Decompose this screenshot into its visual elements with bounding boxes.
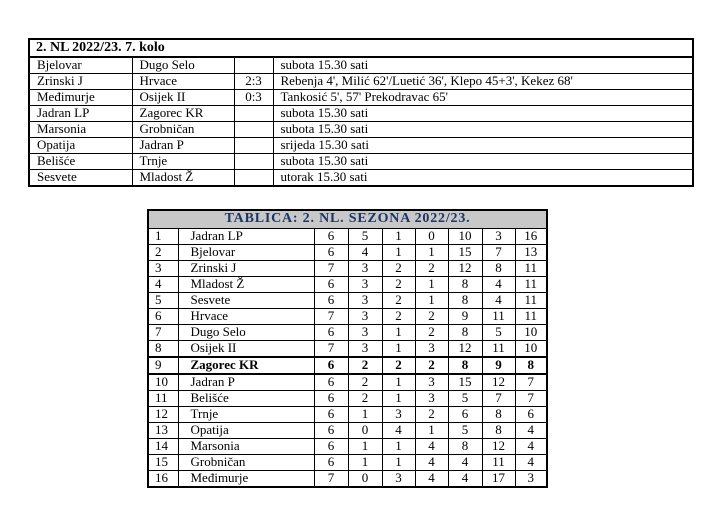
home-team-cell: Sesvete <box>29 170 132 187</box>
table-row <box>148 293 547 309</box>
table-row <box>148 245 547 261</box>
match-score-cell <box>234 138 273 154</box>
draws-cell: 1 <box>382 229 415 245</box>
match-score-cell <box>234 154 273 170</box>
goals-for-cell: 6 <box>448 407 482 423</box>
goals-against-cell: 7 <box>482 245 515 261</box>
table-row <box>29 138 693 154</box>
losses-cell: 3 <box>415 391 448 407</box>
goals-for-cell: 9 <box>448 309 482 325</box>
wins-cell: 2 <box>348 391 382 407</box>
losses-cell: 2 <box>415 261 448 277</box>
rank-cell: 1 <box>148 229 178 245</box>
table-row <box>29 106 693 122</box>
wins-cell: 3 <box>348 341 382 358</box>
goals-against-cell: 3 <box>482 229 515 245</box>
table-row <box>148 277 547 293</box>
losses-cell: 2 <box>415 309 448 325</box>
away-team-cell: Hrvace <box>132 74 234 90</box>
wins-cell: 1 <box>348 455 382 471</box>
points-cell: 13 <box>515 245 547 261</box>
standings-header-row <box>148 210 547 229</box>
table-row <box>29 170 693 187</box>
losses-cell: 1 <box>415 245 448 261</box>
draws-cell: 1 <box>382 341 415 358</box>
points-cell: 11 <box>515 293 547 309</box>
played-cell: 6 <box>314 439 348 455</box>
goals-against-cell: 11 <box>482 455 515 471</box>
points-cell: 11 <box>515 277 547 293</box>
rank-cell: 5 <box>148 293 178 309</box>
points-cell: 11 <box>515 261 547 277</box>
goals-against-cell: 4 <box>482 293 515 309</box>
match-score-cell: 2:3 <box>234 74 273 90</box>
team-name-cell: Bjelovar <box>178 245 314 261</box>
match-score-cell <box>234 57 273 74</box>
rank-cell: 3 <box>148 261 178 277</box>
table-row <box>148 261 547 277</box>
goals-against-cell: 7 <box>482 391 515 407</box>
goals-against-cell: 4 <box>482 277 515 293</box>
team-name-cell: Grobničan <box>178 455 314 471</box>
team-name-cell: Mladost Ž <box>178 277 314 293</box>
goals-for-cell: 4 <box>448 471 482 488</box>
table-row <box>148 407 547 423</box>
table-row <box>29 122 693 138</box>
table-row <box>148 455 547 471</box>
away-team-cell: Zagorec KR <box>132 106 234 122</box>
wins-cell: 1 <box>348 439 382 455</box>
goals-against-cell: 8 <box>482 261 515 277</box>
points-cell: 7 <box>515 391 547 407</box>
wins-cell: 3 <box>348 277 382 293</box>
played-cell: 7 <box>314 341 348 358</box>
draws-cell: 1 <box>382 455 415 471</box>
wins-cell: 2 <box>348 357 382 374</box>
played-cell: 7 <box>314 261 348 277</box>
wins-cell: 0 <box>348 423 382 439</box>
rank-cell: 10 <box>148 374 178 391</box>
match-info-cell: subota 15.30 sati <box>273 106 693 122</box>
played-cell: 7 <box>314 471 348 488</box>
goals-against-cell: 5 <box>482 325 515 341</box>
goals-for-cell: 5 <box>448 391 482 407</box>
wins-cell: 3 <box>348 325 382 341</box>
losses-cell: 2 <box>415 325 448 341</box>
wins-cell: 3 <box>348 309 382 325</box>
match-info-cell: srijeda 15.30 sati <box>273 138 693 154</box>
goals-for-cell: 8 <box>448 293 482 309</box>
points-cell: 8 <box>515 357 547 374</box>
match-score-cell <box>234 170 273 187</box>
points-cell: 3 <box>515 471 547 488</box>
rank-cell: 11 <box>148 391 178 407</box>
table-row <box>148 341 547 358</box>
goals-for-cell: 15 <box>448 245 482 261</box>
away-team-cell: Trnje <box>132 154 234 170</box>
played-cell: 7 <box>314 309 348 325</box>
table-row <box>29 154 693 170</box>
goals-for-cell: 10 <box>448 229 482 245</box>
team-name-cell: Marsonia <box>178 439 314 455</box>
home-team-cell: Bjelovar <box>29 57 132 74</box>
match-info-cell: utorak 15.30 sati <box>273 170 693 187</box>
losses-cell: 2 <box>415 407 448 423</box>
goals-against-cell: 9 <box>482 357 515 374</box>
table-row <box>29 90 693 106</box>
losses-cell: 3 <box>415 341 448 358</box>
goals-for-cell: 8 <box>448 325 482 341</box>
draws-cell: 1 <box>382 391 415 407</box>
away-team-cell: Jadran P <box>132 138 234 154</box>
points-cell: 11 <box>515 309 547 325</box>
rank-cell: 14 <box>148 439 178 455</box>
rank-cell: 6 <box>148 309 178 325</box>
draws-cell: 1 <box>382 439 415 455</box>
draws-cell: 3 <box>382 471 415 488</box>
table-row <box>148 325 547 341</box>
draws-cell: 2 <box>382 261 415 277</box>
draws-cell: 2 <box>382 309 415 325</box>
points-cell: 4 <box>515 439 547 455</box>
losses-cell: 0 <box>415 229 448 245</box>
draws-cell: 3 <box>382 407 415 423</box>
goals-against-cell: 8 <box>482 407 515 423</box>
played-cell: 6 <box>314 423 348 439</box>
losses-cell: 4 <box>415 455 448 471</box>
rank-cell: 8 <box>148 341 178 358</box>
match-score-cell <box>234 122 273 138</box>
points-cell: 10 <box>515 341 547 358</box>
team-name-cell: Hrvace <box>178 309 314 325</box>
goals-for-cell: 8 <box>448 357 482 374</box>
rank-cell: 9 <box>148 357 178 374</box>
rank-cell: 2 <box>148 245 178 261</box>
standings-body <box>148 229 547 488</box>
home-team-cell: Belišće <box>29 154 132 170</box>
draws-cell: 1 <box>382 325 415 341</box>
points-cell: 7 <box>515 374 547 391</box>
table-row <box>148 229 547 245</box>
team-name-cell: Zagorec KR <box>178 357 314 374</box>
team-name-cell: Trnje <box>178 407 314 423</box>
played-cell: 6 <box>314 245 348 261</box>
goals-for-cell: 12 <box>448 261 482 277</box>
team-name-cell: Međimurje <box>178 471 314 488</box>
home-team-cell: Zrinski J <box>29 74 132 90</box>
table-row <box>29 57 693 74</box>
fixtures-body <box>29 57 693 186</box>
rank-cell: 12 <box>148 407 178 423</box>
standings-table <box>147 209 548 488</box>
table-row <box>148 423 547 439</box>
goals-against-cell: 11 <box>482 341 515 358</box>
table-row <box>148 439 547 455</box>
goals-for-cell: 15 <box>448 374 482 391</box>
team-name-cell: Jadran LP <box>178 229 314 245</box>
away-team-cell: Mladost Ž <box>132 170 234 187</box>
draws-cell: 2 <box>382 357 415 374</box>
points-cell: 4 <box>515 423 547 439</box>
match-info-cell: subota 15.30 sati <box>273 57 693 74</box>
goals-against-cell: 8 <box>482 423 515 439</box>
match-info-cell: subota 15.30 sati <box>273 122 693 138</box>
wins-cell: 3 <box>348 293 382 309</box>
losses-cell: 2 <box>415 357 448 374</box>
goals-against-cell: 11 <box>482 309 515 325</box>
fixtures-header-row <box>29 39 693 57</box>
table-row <box>148 309 547 325</box>
goals-against-cell: 17 <box>482 471 515 488</box>
losses-cell: 3 <box>415 374 448 391</box>
team-name-cell: Belišće <box>178 391 314 407</box>
match-info-cell: subota 15.30 sati <box>273 154 693 170</box>
losses-cell: 1 <box>415 277 448 293</box>
home-team-cell: Opatija <box>29 138 132 154</box>
goals-against-cell: 12 <box>482 374 515 391</box>
points-cell: 4 <box>515 455 547 471</box>
draws-cell: 2 <box>382 277 415 293</box>
goals-for-cell: 4 <box>448 455 482 471</box>
wins-cell: 0 <box>348 471 382 488</box>
goals-for-cell: 5 <box>448 423 482 439</box>
team-name-cell: Sesvete <box>178 293 314 309</box>
standings-title: TABLICA: 2. NL. SEZONA 2022/23. <box>148 210 547 229</box>
draws-cell: 1 <box>382 374 415 391</box>
points-cell: 16 <box>515 229 547 245</box>
match-score-cell <box>234 106 273 122</box>
goals-for-cell: 8 <box>448 439 482 455</box>
team-name-cell: Zrinski J <box>178 261 314 277</box>
rank-cell: 13 <box>148 423 178 439</box>
draws-cell: 1 <box>382 245 415 261</box>
table-row <box>148 391 547 407</box>
fixtures-table <box>28 38 694 187</box>
losses-cell: 4 <box>415 471 448 488</box>
played-cell: 6 <box>314 407 348 423</box>
rank-cell: 15 <box>148 455 178 471</box>
goals-for-cell: 8 <box>448 277 482 293</box>
goals-for-cell: 12 <box>448 341 482 358</box>
wins-cell: 3 <box>348 261 382 277</box>
wins-cell: 1 <box>348 407 382 423</box>
points-cell: 10 <box>515 325 547 341</box>
team-name-cell: Jadran P <box>178 374 314 391</box>
home-team-cell: Marsonia <box>29 122 132 138</box>
played-cell: 6 <box>314 277 348 293</box>
match-info-cell: Tankosić 5', 57' Prekodravac 65' <box>273 90 693 106</box>
losses-cell: 1 <box>415 293 448 309</box>
rank-cell: 16 <box>148 471 178 488</box>
table-row <box>148 374 547 391</box>
team-name-cell: Osijek II <box>178 341 314 358</box>
home-team-cell: Jadran LP <box>29 106 132 122</box>
played-cell: 6 <box>314 293 348 309</box>
team-name-cell: Opatija <box>178 423 314 439</box>
match-score-cell: 0:3 <box>234 90 273 106</box>
table-row <box>148 471 547 488</box>
played-cell: 6 <box>314 391 348 407</box>
away-team-cell: Grobničan <box>132 122 234 138</box>
losses-cell: 1 <box>415 423 448 439</box>
fixtures-title: 2. NL 2022/23. 7. kolo <box>29 39 693 57</box>
points-cell: 6 <box>515 407 547 423</box>
team-name-cell: Dugo Selo <box>178 325 314 341</box>
rank-cell: 4 <box>148 277 178 293</box>
played-cell: 6 <box>314 374 348 391</box>
table-row <box>148 357 547 374</box>
played-cell: 6 <box>314 325 348 341</box>
wins-cell: 5 <box>348 229 382 245</box>
rank-cell: 7 <box>148 325 178 341</box>
draws-cell: 2 <box>382 293 415 309</box>
losses-cell: 4 <box>415 439 448 455</box>
match-info-cell: Rebenja 4', Milić 62'/Luetić 36', Klepo 45+3', Kekez 68' <box>273 74 693 90</box>
goals-against-cell: 12 <box>482 439 515 455</box>
away-team-cell: Dugo Selo <box>132 57 234 74</box>
draws-cell: 4 <box>382 423 415 439</box>
table-row <box>29 74 693 90</box>
played-cell: 6 <box>314 357 348 374</box>
played-cell: 6 <box>314 229 348 245</box>
played-cell: 6 <box>314 455 348 471</box>
wins-cell: 2 <box>348 374 382 391</box>
home-team-cell: Međimurje <box>29 90 132 106</box>
wins-cell: 4 <box>348 245 382 261</box>
away-team-cell: Osijek II <box>132 90 234 106</box>
